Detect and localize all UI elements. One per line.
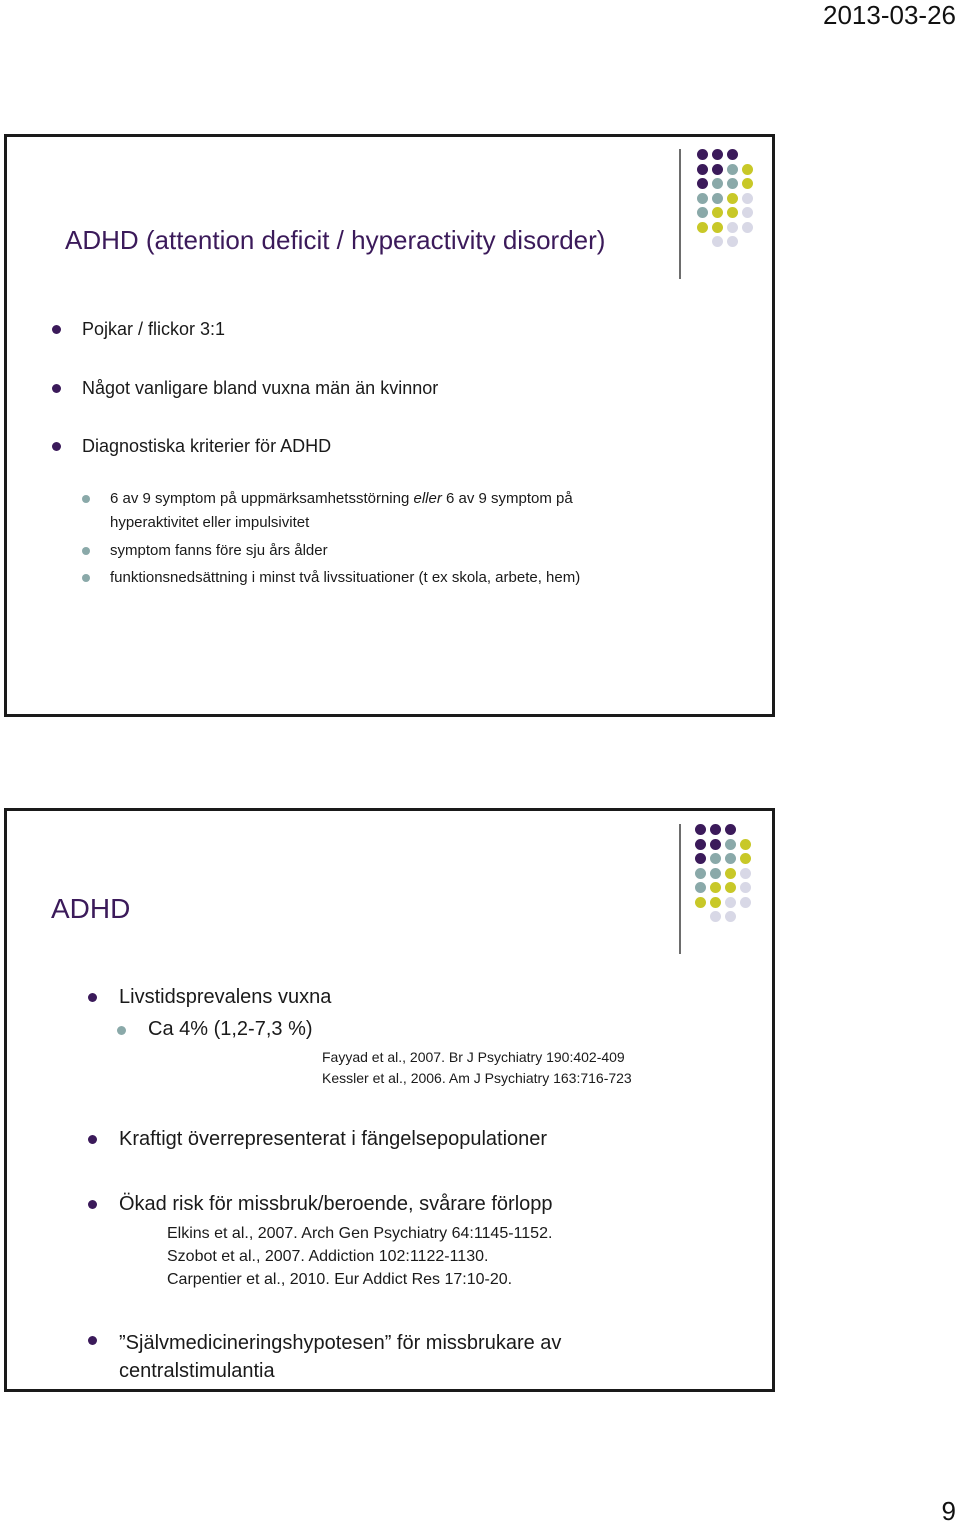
decor-dot (725, 868, 736, 879)
decor-dot (725, 897, 736, 908)
reference-item: Kessler et al., 2006. Am J Psychiatry 163:716-723 (322, 1070, 632, 1086)
decor-dot (712, 149, 723, 160)
decor-dot (710, 911, 721, 922)
decor-dot (740, 868, 751, 879)
decor-dot (712, 207, 723, 218)
decor-dot (725, 853, 736, 864)
criterion-symptoms-text-c: hyperaktivitet eller impulsivitet (110, 514, 310, 531)
self-medication-line-1: ”Självmedicineringshypotesen” för missbrukare av (119, 1332, 562, 1354)
bullet-boys-girls-ratio: Pojkar / flickor 3:1 (82, 319, 226, 339)
bullet-more-common-men: Något vanligare bland vuxna män än kvinnor (82, 378, 439, 398)
decor-dot (740, 839, 751, 850)
self-medication-line-2: centralstimulantia (119, 1360, 275, 1382)
criterion-symptoms-text-b: 6 av 9 symptom på (441, 490, 573, 507)
decor-dot (712, 236, 723, 247)
reference-item: Fayyad et al., 2007. Br J Psychiatry 190:402-409 (322, 1049, 625, 1065)
references-prevalence (322, 1047, 632, 1089)
decor-dot (725, 911, 736, 922)
decor-dot (695, 853, 706, 864)
decor-dot (697, 193, 708, 204)
decor-dot (695, 839, 706, 850)
decor-dot (742, 207, 753, 218)
decor-dot (712, 178, 723, 189)
decor-dot (712, 193, 723, 204)
slide-1 (4, 134, 775, 717)
criterion-impairment: funktionsnedsättning i minst två livssituationer (t ex skola, arbete, hem) (110, 566, 580, 590)
decor-dot (710, 839, 721, 850)
decor-dot (727, 236, 738, 247)
decor-dot (697, 207, 708, 218)
decor-dot (712, 222, 723, 233)
decor-dot (725, 824, 736, 835)
decor-dot (697, 178, 708, 189)
slide-title: ADHD (51, 893, 131, 924)
decor-dot (710, 824, 721, 835)
decor-dot (710, 882, 721, 893)
decor-dot (727, 149, 738, 160)
sub-bullet-prevalence-value: Ca 4% (1,2-7,3 %) (148, 1018, 313, 1040)
page-number: 9 (941, 1496, 956, 1526)
decor-dot (697, 149, 708, 160)
references-substance (167, 1222, 552, 1291)
decor-dot (697, 222, 708, 233)
decor-dot (740, 882, 751, 893)
decor-dot (727, 193, 738, 204)
decor-dot (740, 853, 751, 864)
criterion-symptoms-or: eller (413, 490, 442, 507)
reference-item: Carpentier et al., 2010. Eur Addict Res 17:10-20. (167, 1271, 513, 1288)
decor-dot (727, 207, 738, 218)
decor-dot (695, 882, 706, 893)
criterion-onset-age: symptom fanns före sju års ålder (110, 539, 328, 563)
decor-dot (740, 897, 751, 908)
decor-dot (742, 178, 753, 189)
decor-line (679, 824, 681, 954)
decor-dot (697, 164, 708, 175)
criterion-symptoms-text-a: 6 av 9 symptom på uppmärksamhetsstörning (110, 490, 414, 507)
decor-dot (695, 868, 706, 879)
decor-dot (727, 164, 738, 175)
decor-dot (727, 178, 738, 189)
document-date: 2013-03-26 (823, 0, 956, 30)
bullet-substance-risk: Ökad risk för missbruk/beroende, svårare förlopp (119, 1193, 553, 1215)
decor-dot (742, 164, 753, 175)
slide-title: ADHD (attention deficit / hyperactivity disorder) (65, 225, 606, 255)
decor-dot (742, 193, 753, 204)
bullet-self-medication-hypothesis (119, 1329, 561, 1385)
criterion-symptoms (110, 487, 573, 535)
decor-dot (710, 868, 721, 879)
decor-dot (712, 164, 723, 175)
reference-item: Szobot et al., 2007. Addiction 102:1122-1130. (167, 1248, 489, 1265)
decor-dot (710, 897, 721, 908)
slide-2 (4, 808, 775, 1392)
decor-dot (725, 882, 736, 893)
decor-dot (710, 853, 721, 864)
decor-dot (695, 897, 706, 908)
bullet-lifetime-prevalence: Livstidsprevalens vuxna (119, 986, 332, 1008)
decor-line (679, 149, 681, 279)
decor-dot (727, 222, 738, 233)
bullet-prison-overrepresentation: Kraftigt överrepresenterat i fängelsepopulationer (119, 1128, 548, 1150)
reference-item: Elkins et al., 2007. Arch Gen Psychiatry 64:1145-1152. (167, 1225, 553, 1242)
bullet-diagnostic-criteria: Diagnostiska kriterier för ADHD (82, 436, 332, 456)
decor-dot (695, 824, 706, 835)
decor-dot (742, 222, 753, 233)
decor-dot (725, 839, 736, 850)
